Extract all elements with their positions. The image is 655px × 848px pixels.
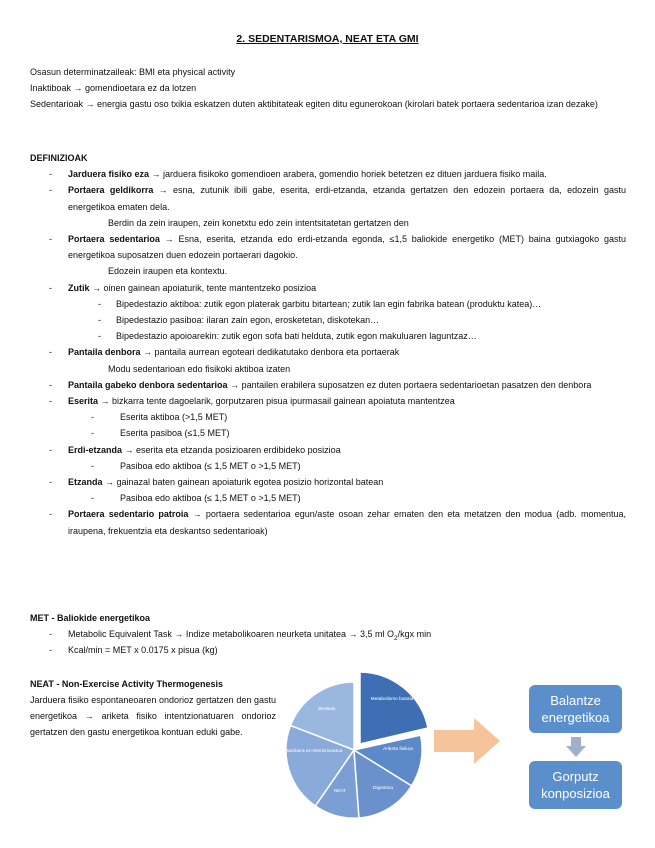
def-pantaila-term: Pantaila denbora bbox=[68, 347, 141, 358]
intro-line-1: Osasun determinatzaileak: BMI eta physical activity bbox=[30, 67, 236, 77]
def-zutik-text: → oinen gainean apoiaturik, tente mantentzeko posizioa bbox=[89, 282, 317, 293]
neat-heading: NEAT - Non-Exercise Activity Thermogenesis bbox=[30, 679, 224, 689]
def-gabeko-term: Pantaila gabeko denbora sedentarioa bbox=[68, 379, 228, 390]
definitions-heading: DEFINIZIOAK bbox=[30, 153, 88, 163]
met-item-1-sub: 2 bbox=[394, 634, 398, 642]
intro-line-3: Sedentarioak → energia gastu oso txikia eskatzen duten aktibitateak egiten ditu egunerokoan (kirolari batek portaera sedentarioa izan dezake) bbox=[30, 99, 598, 109]
met-item-2-text: Kcal/min = MET x 0.0175 x pisua (kg) bbox=[68, 645, 218, 655]
def-eserita bbox=[30, 393, 626, 409]
def-eserita-text: → bizkarra tente dagoelarik, gorputzaren pisua ipurmasail gainean apoiatuta mantentzea bbox=[98, 396, 455, 407]
def-erdi-etzanda bbox=[30, 442, 626, 458]
def-geldikorra-term: Portaera geldikorra bbox=[68, 185, 154, 196]
def-jarduera-text: → jarduera fisikoko gomendioen arabera, gomendio horiek betetzen ez dituen jarduera fisiko maila. bbox=[149, 169, 547, 180]
def-etzanda-term: Etzanda bbox=[68, 477, 103, 488]
def-patroia-text: → portaera sedentarioa egun/aste osoan zehar ematen den eta metatzen den modua (adb. momentua, iraupena, frekuentzia eta deskantso sedentarioak) bbox=[68, 509, 626, 536]
pie-label: NEAT bbox=[333, 789, 347, 794]
etzanda-item: - Pasiboa edo aktiboa (≤ 1,5 MET o >1,5 MET) bbox=[30, 490, 626, 506]
def-pantaila bbox=[30, 344, 626, 360]
def-patroia-term: Portaera sedentario patroia bbox=[68, 509, 189, 520]
def-jarduera-term: Jarduera fisiko eza bbox=[68, 169, 150, 180]
def-erdi-text: → eserita eta etzanda posizioaren erdibideko posizioa bbox=[122, 444, 341, 455]
box-gorputz-konposizioa: Gorputz konposizioa bbox=[529, 761, 622, 809]
def-pantaila-note: Modu sedentarioan edo fisikoki aktiboa izaten bbox=[108, 363, 291, 374]
def-zutik bbox=[30, 280, 626, 296]
met-item-1-pre: Metabolic Equivalent Task → Indize metabolikoaren neurketa unitatea → 3,5 ml O bbox=[68, 629, 395, 639]
met-item-1: - Metabolic Equivalent Task → Indize metabolikoaren neurketa unitatea → 3,5 ml $O_2$/kgx min bbox=[49, 629, 432, 642]
def-zutik-term: Zutik bbox=[68, 282, 90, 293]
def-eserita-term: Eserita bbox=[68, 396, 99, 407]
pie-label: Digestioa bbox=[373, 786, 393, 791]
def-geldikorra-text: → esna, zutunik ibili gabe, eserita, erdi-etzanda, etzanda gertatzen den edozein portaera da, edozein gastu energetikoa ematen dela. bbox=[68, 185, 626, 212]
pie-label: Metabolismo basala bbox=[370, 697, 414, 702]
zutik-item: - Bipedestazio aktiboa: zutik egon platerak garbitu bitartean; zutik lan egin fabrika batean (produktu katea)… bbox=[30, 296, 626, 312]
zutik-item: - Bipedestazio pasiboa: ilaran zain egon, erosketetan, diskotekan… bbox=[30, 312, 626, 328]
met-item-2: - Kcal/min = MET x 0.0175 x pisua (kg) bbox=[30, 642, 626, 658]
right-arrow-icon bbox=[434, 718, 500, 764]
def-etzanda-text: → gainazal baten gainean apoiaturik egotea posizio horizontal batean bbox=[102, 477, 384, 488]
pie-label: Jarduera ez-intentzionatua bbox=[285, 749, 343, 754]
pie-slice-metabolismo bbox=[360, 672, 428, 744]
def-sedentarioa bbox=[30, 231, 626, 263]
def-geldikorra bbox=[30, 182, 626, 214]
def-geldikorra-note: Berdin da zein iraupen, zein konetxtu edo zein intentsitatetan gertatzen den bbox=[108, 217, 409, 228]
down-arrow-icon bbox=[566, 737, 586, 757]
neat-text: Jarduera fisiko espontaneoaren ondorioz gertatzen den gastu energetikoa → ariketa fisiko intentzionatuaren ondorioz gertatzen den gastu energetikoa kontuan eduki gabe. bbox=[30, 695, 276, 738]
intro-line-2: Inaktiboak → gomendioetara ez da lotzen bbox=[30, 83, 197, 93]
def-pantaila-text: → pantaila aurrean egoteari dedikatutako denbora eta portaerak bbox=[140, 347, 400, 358]
def-erdi-term: Erdi-etzanda bbox=[68, 444, 123, 455]
def-sedentarioa-note: Edozein iraupen eta kontextu. bbox=[108, 266, 228, 277]
page-title: 2. SEDENTARISMOA, NEAT ETA GMI bbox=[236, 33, 419, 45]
erdi-item: - Pasiboa edo aktiboa (≤ 1,5 MET o >1,5 MET) bbox=[30, 458, 626, 474]
def-gabeko bbox=[30, 377, 626, 393]
definitions-section bbox=[30, 150, 626, 539]
met-heading: MET - Baliokide energetikoa bbox=[30, 613, 151, 623]
eserita-item: - Eserita aktiboa (>1,5 MET) bbox=[30, 409, 626, 425]
pie-label: Ariketa fisikoa bbox=[383, 747, 413, 752]
met-item-1-post: /kgx min bbox=[397, 629, 432, 639]
pie-label: Besteak bbox=[318, 707, 336, 712]
zutik-item: - Bipedestazio apoioarekin: zutik egon sofa bati helduta, zutik egon makuluaren laguntzaz… bbox=[30, 328, 626, 344]
def-sedentarioa-term: Portaera sedentarioa bbox=[68, 234, 160, 245]
def-etzanda bbox=[30, 474, 626, 490]
def-jarduera bbox=[30, 166, 626, 182]
def-patroia bbox=[30, 506, 626, 538]
def-sedentarioa-text: → Esna, eserita, etzanda edo erdi-etzanda egonda, ≤1,5 baliokide energetiko (MET) baina gutxiagoko gastu energetikoa suposatzen duen edozein portaerari dagokio. bbox=[68, 234, 626, 261]
box-balantze-energetikoa: Balantze energetikoa bbox=[529, 685, 622, 733]
neat-pie-chart bbox=[282, 668, 430, 820]
def-gabeko-text: → pantailen erabilera suposatzen ez duten portaera sedentarioetan pasatzen den denbora bbox=[227, 379, 592, 390]
eserita-item: - Eserita pasiboa (≤1,5 MET) bbox=[30, 425, 626, 441]
